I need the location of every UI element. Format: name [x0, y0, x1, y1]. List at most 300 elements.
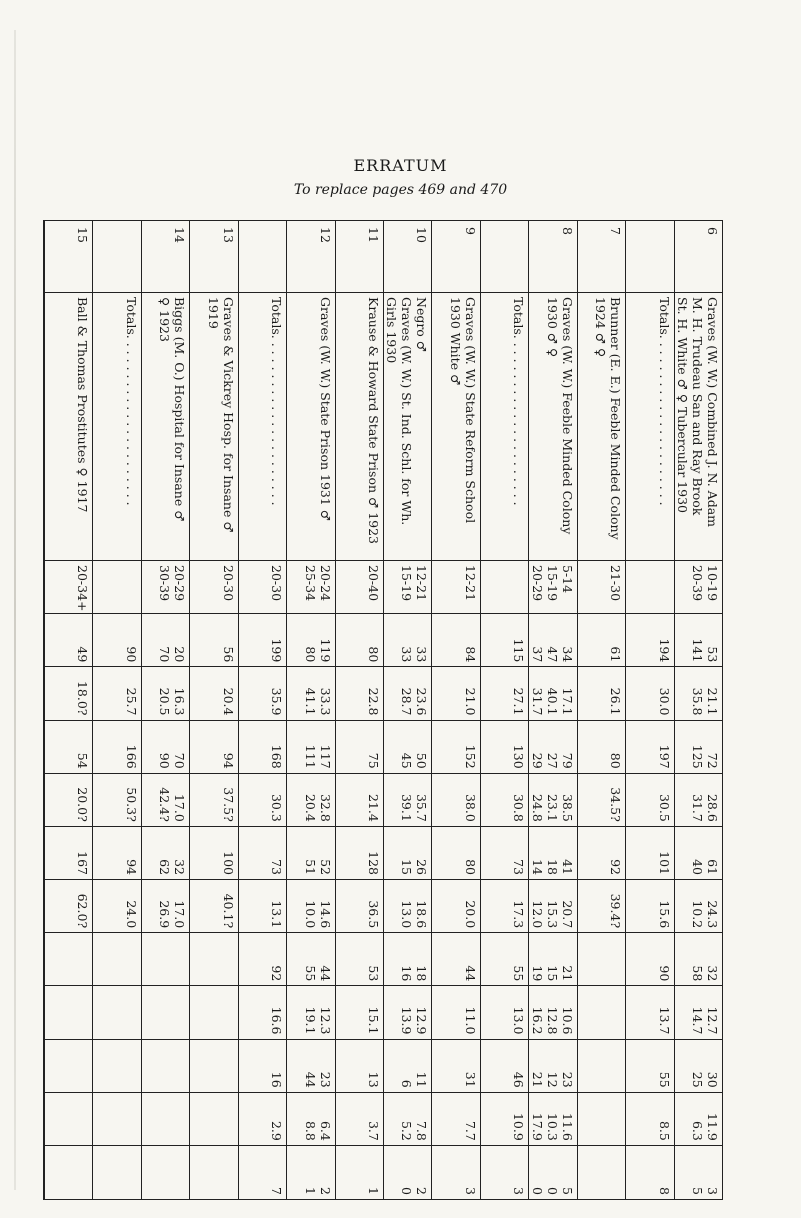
- value-cell: [383, 721, 431, 774]
- value-cell-line: 111: [302, 744, 318, 769]
- value-cell-line: 128: [366, 851, 382, 875]
- age-range-line: 30-39: [157, 565, 173, 602]
- value-cell-line: 13.1: [269, 900, 285, 929]
- age-range-line: 20-24: [317, 565, 333, 602]
- value-cell: [189, 986, 237, 1039]
- value-cell: [141, 1040, 189, 1093]
- age-range: [383, 561, 431, 614]
- study-label: [335, 293, 383, 561]
- value-cell-line: 7.7: [462, 1120, 478, 1141]
- value-cell-line: 13.0: [399, 900, 415, 929]
- value-cell-line: 94: [123, 859, 139, 875]
- value-cell: [480, 614, 528, 667]
- value-cell-line: 17.9: [529, 1112, 545, 1141]
- value-cell: [674, 827, 722, 880]
- value-cell-line: 8.8: [302, 1120, 318, 1141]
- value-cell: [189, 667, 237, 720]
- value-cell-line: 80: [302, 646, 318, 663]
- value-cell-line: 17.1: [559, 687, 575, 716]
- value-cell-line: 61: [705, 859, 720, 875]
- value-cell-line: 25: [690, 1071, 705, 1088]
- row-index: 7: [577, 221, 625, 293]
- value-cell: [528, 721, 576, 774]
- age-range: [335, 561, 383, 614]
- row-index: 9: [431, 221, 479, 293]
- value-cell: [92, 880, 140, 933]
- value-cell-line: 16.3: [172, 687, 188, 716]
- value-cell-line: 32.8: [317, 793, 333, 822]
- value-cell-line: 40.1?: [220, 893, 236, 929]
- age-range: [286, 561, 334, 614]
- value-cell-line: 11: [414, 1071, 430, 1088]
- value-cell-line: 10.6: [559, 1006, 575, 1035]
- value-cell-line: 119: [317, 638, 333, 663]
- value-cell: [528, 1040, 576, 1093]
- value-cell: [577, 1040, 625, 1093]
- age-range-line: 20-34+: [75, 565, 91, 612]
- value-cell-line: 44: [462, 965, 478, 982]
- value-cell-line: 168: [269, 744, 285, 769]
- study-label: [431, 293, 479, 561]
- value-cell: [431, 667, 479, 720]
- study-label-line: 1924 ♂ ♀: [593, 297, 609, 358]
- value-cell: [528, 1146, 576, 1199]
- value-cell: [577, 667, 625, 720]
- row-index: 10: [383, 221, 431, 293]
- value-cell-line: 8: [656, 1187, 672, 1195]
- value-cell-line: 130: [511, 744, 527, 769]
- value-cell: [238, 933, 286, 986]
- value-cell-line: 117: [317, 744, 333, 769]
- value-cell-line: 10.9: [511, 1112, 527, 1141]
- value-cell: [480, 1093, 528, 1146]
- value-cell: [431, 827, 479, 880]
- value-cell-line: 166: [123, 744, 139, 769]
- value-cell-line: 20.4: [220, 687, 236, 716]
- value-cell: [625, 667, 673, 720]
- value-cell: [189, 614, 237, 667]
- value-cell-line: 30.0: [656, 687, 672, 716]
- value-cell-line: 40.1: [544, 687, 560, 716]
- value-cell: [238, 880, 286, 933]
- value-cell-line: 50: [414, 752, 430, 769]
- age-range-line: 20-30: [220, 565, 236, 602]
- value-cell-line: 21.0: [462, 687, 478, 716]
- value-cell-line: 17.0: [172, 900, 188, 929]
- age-range: [238, 561, 286, 614]
- row-index: 14: [141, 221, 189, 293]
- value-cell-line: 14.7: [690, 1006, 705, 1035]
- value-cell-line: 6.3: [690, 1120, 705, 1141]
- age-range-line: 20-29: [172, 565, 188, 602]
- value-cell-line: 12.8: [544, 1006, 560, 1035]
- value-cell: [577, 774, 625, 827]
- binding-shadow: [14, 30, 16, 1190]
- value-cell: [674, 933, 722, 986]
- value-cell: [92, 667, 140, 720]
- value-cell: [625, 1093, 673, 1146]
- value-cell: [674, 986, 722, 1039]
- value-cell: [238, 1146, 286, 1199]
- value-cell-line: 141: [690, 638, 705, 663]
- value-cell: [528, 667, 576, 720]
- value-cell: [577, 880, 625, 933]
- value-cell-line: 14.6: [317, 900, 333, 929]
- value-cell-line: 17.3: [511, 900, 527, 929]
- value-cell-line: 44: [317, 965, 333, 982]
- study-label-line: Negro ♂: [414, 297, 430, 353]
- study-label-line: Brunner (E. E.) Feeble Minded Colony: [608, 297, 624, 540]
- value-cell-line: 13.7: [656, 1006, 672, 1035]
- value-cell-line: 19: [529, 965, 545, 982]
- value-cell-line: 41.1: [302, 687, 318, 716]
- value-cell: [238, 721, 286, 774]
- value-cell: [431, 986, 479, 1039]
- value-cell: [528, 614, 576, 667]
- value-cell: [286, 1146, 334, 1199]
- value-cell: [383, 614, 431, 667]
- rotated-table-container: [43, 220, 723, 1200]
- value-cell-line: 12.9: [414, 1006, 430, 1035]
- value-cell-line: 17.0: [172, 793, 188, 822]
- value-cell: [383, 880, 431, 933]
- age-range-line: 10-19: [705, 565, 720, 602]
- value-cell: [528, 933, 576, 986]
- value-cell-line: 47: [544, 646, 560, 663]
- value-cell-line: 54: [75, 752, 91, 769]
- value-cell-line: 20.0: [462, 900, 478, 929]
- age-range: [674, 561, 722, 614]
- study-label-line: 1930 White ♂: [447, 297, 463, 386]
- value-cell-line: 52: [317, 859, 333, 875]
- study-label: [238, 293, 286, 561]
- value-cell: [674, 721, 722, 774]
- value-cell: [480, 1146, 528, 1199]
- value-cell-line: 15.3: [544, 900, 560, 929]
- value-cell: [335, 1093, 383, 1146]
- row-index: 12: [286, 221, 334, 293]
- value-cell: [431, 880, 479, 933]
- value-cell-line: 72: [705, 752, 720, 769]
- value-cell-line: 28.6: [705, 793, 720, 822]
- value-cell: [335, 827, 383, 880]
- value-cell-line: 21.1: [705, 687, 720, 716]
- row-index: 11: [335, 221, 383, 293]
- value-cell-line: 32: [705, 965, 720, 982]
- value-cell: [577, 721, 625, 774]
- value-cell-line: 12: [544, 1071, 560, 1088]
- age-range: [44, 561, 92, 614]
- value-cell-line: 46: [511, 1071, 527, 1088]
- value-cell-line: 55: [511, 965, 527, 982]
- value-cell: [625, 1146, 673, 1199]
- value-cell-line: 6: [399, 1079, 415, 1088]
- value-cell: [625, 986, 673, 1039]
- value-cell-line: 34.5?: [608, 787, 624, 822]
- value-cell-line: 90: [656, 965, 672, 982]
- value-cell-line: 16.2: [529, 1006, 545, 1035]
- value-cell: [44, 986, 92, 1039]
- value-cell-line: 33.3: [317, 687, 333, 716]
- value-cell-line: 100: [220, 851, 236, 875]
- row-index: [625, 221, 673, 293]
- value-cell: [141, 614, 189, 667]
- value-cell: [480, 827, 528, 880]
- value-cell: [625, 827, 673, 880]
- value-cell-line: 23: [559, 1071, 575, 1088]
- row-index: 15: [44, 221, 92, 293]
- value-cell: [92, 721, 140, 774]
- value-cell: [528, 880, 576, 933]
- value-cell-line: 20.5: [157, 687, 173, 716]
- value-cell-line: 15: [544, 965, 560, 982]
- value-cell-line: 42.4?: [157, 787, 173, 822]
- value-cell-line: 115: [511, 638, 527, 663]
- value-cell: [286, 880, 334, 933]
- value-cell: [431, 933, 479, 986]
- age-range-line: 20-30: [269, 565, 285, 602]
- value-cell: [335, 667, 383, 720]
- value-cell-line: 27.1: [511, 687, 527, 716]
- value-cell-line: 33: [414, 646, 430, 663]
- value-cell: [238, 1093, 286, 1146]
- value-cell-line: 31.7: [690, 793, 705, 822]
- age-range: [141, 561, 189, 614]
- value-cell-line: 0: [529, 1187, 545, 1195]
- value-cell: [674, 774, 722, 827]
- value-cell-line: 2.9: [269, 1120, 285, 1141]
- value-cell-line: 12.3: [317, 1006, 333, 1035]
- value-cell: [335, 1040, 383, 1093]
- value-cell-line: 31.7: [529, 687, 545, 716]
- value-cell: [335, 614, 383, 667]
- erratum-table: [43, 220, 723, 1200]
- study-label-line: Totals. . . . . . . . . . . . . . . . . . . . . .: [269, 297, 285, 506]
- value-cell: [44, 1093, 92, 1146]
- value-cell-line: 11.6: [559, 1112, 575, 1141]
- study-label-line: Graves (W. W.) State Reform School: [462, 297, 478, 524]
- study-label: [528, 293, 576, 561]
- age-range: [92, 561, 140, 614]
- value-cell-line: 62.0?: [75, 893, 91, 929]
- value-cell: [44, 1146, 92, 1199]
- age-range-line: 20-40: [366, 565, 382, 602]
- value-cell: [92, 986, 140, 1039]
- value-cell: [238, 986, 286, 1039]
- value-cell-line: 13.0: [511, 1006, 527, 1035]
- value-cell-line: 31: [462, 1071, 478, 1088]
- value-cell-line: 26.1: [608, 687, 624, 716]
- study-label-line: Totals. . . . . . . . . . . . . . . . . . . . . .: [656, 297, 672, 506]
- value-cell-line: 21.4: [366, 793, 382, 822]
- value-cell: [383, 1093, 431, 1146]
- value-cell-line: 0: [399, 1187, 415, 1195]
- value-cell-line: 34: [559, 646, 575, 663]
- value-cell-line: 79: [559, 752, 575, 769]
- value-cell-line: 26.9: [157, 900, 173, 929]
- value-cell-line: 3: [705, 1187, 720, 1195]
- value-cell-line: 35.8: [690, 687, 705, 716]
- value-cell: [92, 614, 140, 667]
- value-cell: [92, 933, 140, 986]
- value-cell: [141, 1146, 189, 1199]
- age-range: [189, 561, 237, 614]
- value-cell-line: 33: [399, 646, 415, 663]
- value-cell-line: 51: [302, 859, 318, 875]
- value-cell-line: 39.4?: [608, 893, 624, 929]
- value-cell-line: 25.7: [123, 687, 139, 716]
- value-cell-line: 16.6: [269, 1006, 285, 1035]
- value-cell: [528, 827, 576, 880]
- study-label-line: Graves (W. W.) State Prison 1931 ♂: [317, 297, 333, 522]
- value-cell: [383, 986, 431, 1039]
- value-cell: [44, 1040, 92, 1093]
- value-cell: [286, 986, 334, 1039]
- study-label-line: Graves & Vickrey Hosp. for Insane ♂: [220, 297, 236, 533]
- value-cell-line: 13: [366, 1071, 382, 1088]
- value-cell: [189, 933, 237, 986]
- value-cell-line: 80: [608, 752, 624, 769]
- value-cell-line: 3: [511, 1187, 527, 1195]
- value-cell: [577, 1146, 625, 1199]
- value-cell-line: 15.1: [366, 1006, 382, 1035]
- value-cell-line: 14: [529, 859, 545, 875]
- age-range-line: 20-29: [529, 565, 545, 602]
- value-cell: [431, 1146, 479, 1199]
- value-cell: [141, 667, 189, 720]
- study-label: [480, 293, 528, 561]
- value-cell-line: 2: [414, 1187, 430, 1195]
- value-cell-line: 18: [414, 965, 430, 982]
- value-cell: [674, 880, 722, 933]
- study-label: [577, 293, 625, 561]
- value-cell: [44, 721, 92, 774]
- value-cell-line: 73: [511, 859, 527, 875]
- value-cell: [577, 933, 625, 986]
- value-cell-line: 15.6: [656, 900, 672, 929]
- age-range-line: 25-34: [302, 565, 318, 602]
- value-cell: [141, 933, 189, 986]
- value-cell: [286, 1093, 334, 1146]
- value-cell: [92, 1093, 140, 1146]
- value-cell-line: 21: [529, 1071, 545, 1088]
- value-cell-line: 24.3: [705, 900, 720, 929]
- value-cell-line: 194: [656, 638, 672, 663]
- value-cell: [141, 1093, 189, 1146]
- value-cell-line: 8.5: [656, 1120, 672, 1141]
- value-cell-line: 10.2: [690, 900, 705, 929]
- value-cell: [625, 721, 673, 774]
- value-cell-line: 37: [529, 646, 545, 663]
- value-cell-line: 61: [608, 646, 624, 663]
- value-cell-line: 84: [462, 646, 478, 663]
- value-cell-line: 36.5: [366, 900, 382, 929]
- value-cell: [383, 1040, 431, 1093]
- value-cell: [431, 1040, 479, 1093]
- study-label-line: Graves (W. W.) Combined J. N. Adam: [705, 297, 720, 528]
- study-label: [383, 293, 431, 561]
- value-cell-line: 6.4: [317, 1120, 333, 1141]
- age-range: [528, 561, 576, 614]
- value-cell-line: 152: [462, 744, 478, 769]
- value-cell-line: 18: [544, 859, 560, 875]
- value-cell-line: 53: [366, 965, 382, 982]
- study-label: [674, 293, 722, 561]
- value-cell: [141, 774, 189, 827]
- value-cell: [238, 774, 286, 827]
- value-cell-line: 23: [317, 1071, 333, 1088]
- value-cell: [189, 774, 237, 827]
- value-cell-line: 70: [157, 646, 173, 663]
- value-cell: [189, 1093, 237, 1146]
- age-range-line: 15-19: [544, 565, 560, 602]
- value-cell-line: 39.1: [399, 793, 415, 822]
- row-index: [480, 221, 528, 293]
- value-cell-line: 80: [366, 646, 382, 663]
- study-label-line: Biggs (M. O.) Hospital for Insane ♂: [172, 297, 188, 522]
- value-cell: [286, 827, 334, 880]
- page-heading: [0, 156, 801, 198]
- value-cell: [238, 667, 286, 720]
- value-cell-line: 29: [529, 752, 545, 769]
- value-cell-line: 10.0: [302, 900, 318, 929]
- value-cell-line: 40: [690, 859, 705, 875]
- value-cell-line: 15: [399, 859, 415, 875]
- age-range: [480, 561, 528, 614]
- value-cell-line: 80: [462, 859, 478, 875]
- study-label-line: Ball & Thomas Prostitutes ♀ 1917: [75, 297, 91, 513]
- value-cell-line: 27: [544, 752, 560, 769]
- value-cell: [335, 880, 383, 933]
- value-cell-line: 24.8: [529, 793, 545, 822]
- value-cell: [335, 933, 383, 986]
- value-cell-line: 30: [705, 1071, 720, 1088]
- value-cell-line: 30.3: [269, 793, 285, 822]
- value-cell-line: 37.5?: [220, 787, 236, 822]
- value-cell-line: 1: [302, 1187, 318, 1195]
- row-index: [92, 221, 140, 293]
- value-cell: [577, 1093, 625, 1146]
- value-cell: [383, 827, 431, 880]
- value-cell: [674, 614, 722, 667]
- value-cell-line: 11.9: [705, 1112, 720, 1141]
- value-cell: [625, 614, 673, 667]
- age-range-line: 12-21: [414, 565, 430, 602]
- value-cell-line: 73: [269, 859, 285, 875]
- erratum-title: ERRATUM: [353, 156, 448, 175]
- value-cell-line: 26: [414, 859, 430, 875]
- value-cell-line: 199: [269, 638, 285, 663]
- row-index: 6: [674, 221, 722, 293]
- value-cell-line: 197: [656, 744, 672, 769]
- value-cell-line: 19.1: [302, 1006, 318, 1035]
- value-cell-line: 20.7: [559, 900, 575, 929]
- value-cell-line: 92: [608, 859, 624, 875]
- value-cell: [286, 774, 334, 827]
- value-cell-line: 20: [172, 646, 188, 663]
- value-cell-line: 13.9: [399, 1006, 415, 1035]
- age-range: [577, 561, 625, 614]
- value-cell-line: 44: [302, 1071, 318, 1088]
- study-label-line: Totals. . . . . . . . . . . . . . . . . . . . . .: [511, 297, 527, 506]
- value-cell: [625, 880, 673, 933]
- value-cell-line: 94: [220, 752, 236, 769]
- value-cell: [383, 774, 431, 827]
- value-cell-line: 53: [705, 646, 720, 663]
- value-cell: [92, 827, 140, 880]
- value-cell-line: 2: [317, 1187, 333, 1195]
- value-cell: [141, 880, 189, 933]
